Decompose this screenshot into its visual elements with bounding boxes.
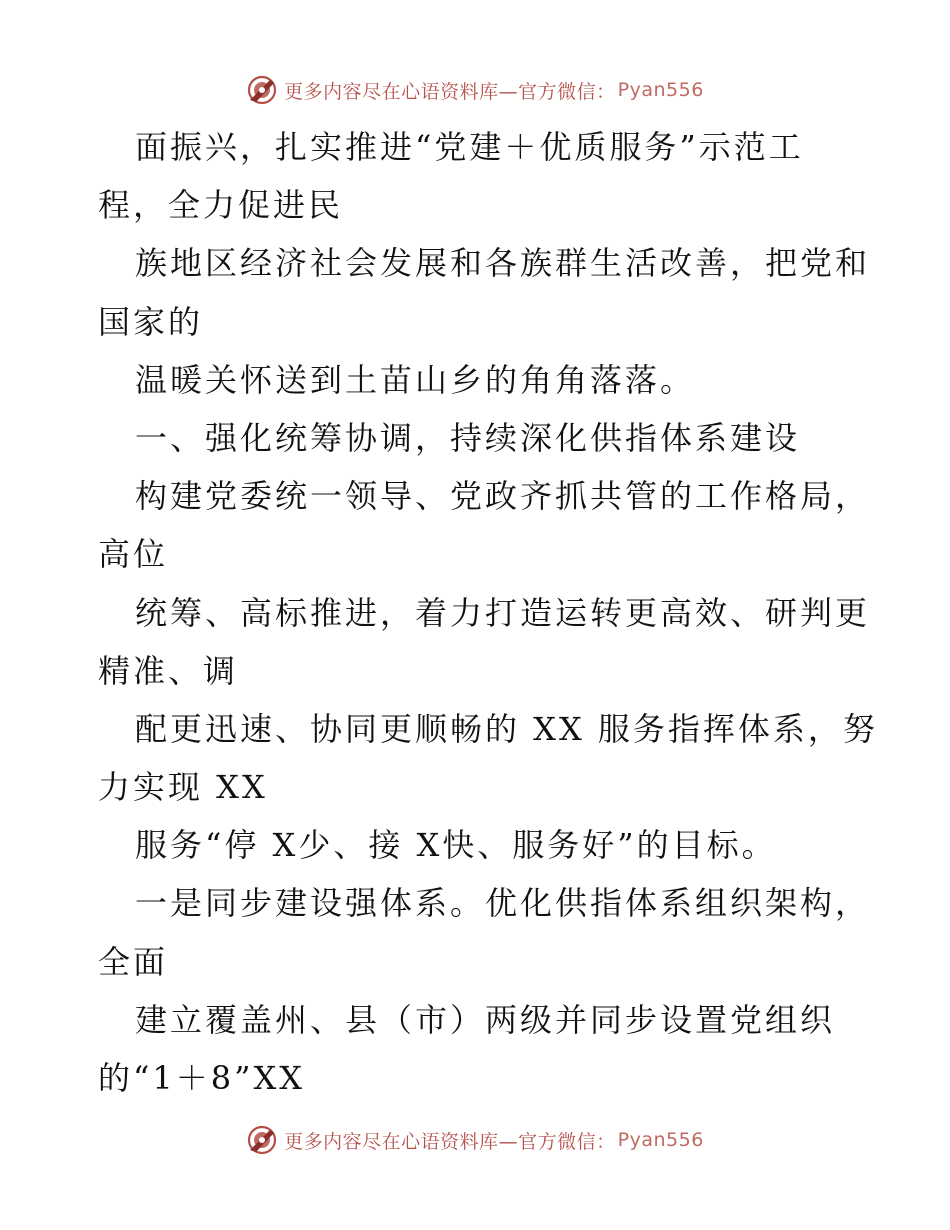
- document-line: 一是同步建设强体系。优化供指体系组织架构，: [135, 884, 871, 923]
- footer-watermark: [0, 1120, 950, 1160]
- document-line: 程，全力促进民: [98, 186, 344, 225]
- document-line: 建立覆盖州、县（市）两级并同步设置党组织: [135, 1000, 836, 1039]
- document-line: 一、强化统筹协调，持续深化供指体系建设: [135, 418, 801, 457]
- document-line: 族地区经济社会发展和各族群生活改善，把党和: [135, 244, 871, 283]
- document-line: 服务“停 X少、接 X快、服务好”的目标。: [135, 826, 777, 865]
- document-line: 面振兴，扎实推进“党建＋优质服务”示范工: [135, 128, 804, 166]
- document-line: 全面: [98, 942, 169, 981]
- document-body: [98, 118, 878, 1107]
- document-line: 国家的: [98, 302, 204, 341]
- document-line: 构建党委统一领导、党政齐抓共管的工作格局，: [135, 477, 871, 516]
- watermark-text: 更多内容尽在心语资料库—官方微信：: [284, 80, 616, 103]
- watermark-contact: Pyan556: [617, 79, 704, 101]
- watermark-text: 更多内容尽在心语资料库—官方微信：: [284, 1130, 616, 1153]
- document-line: 的“1＋8”XX: [98, 1059, 306, 1097]
- document-line: 配更迅速、协同更顺畅的 XX 服务指挥体系，努: [135, 709, 878, 748]
- document-line: 精准、调: [98, 651, 239, 690]
- watermark-contact: Pyan556: [617, 1129, 704, 1151]
- document-line: 力实现 XX: [98, 768, 268, 807]
- watermark-logo-icon: [246, 74, 278, 106]
- header-watermark: [0, 70, 950, 110]
- watermark-logo-icon: [246, 1124, 278, 1156]
- document-line: 高位: [98, 535, 169, 574]
- document-line: 温暖关怀送到土苗山乡的角角落落。: [135, 360, 696, 399]
- document-line: 统筹、高标推进，着力打造运转更高效、研判更: [135, 593, 871, 632]
